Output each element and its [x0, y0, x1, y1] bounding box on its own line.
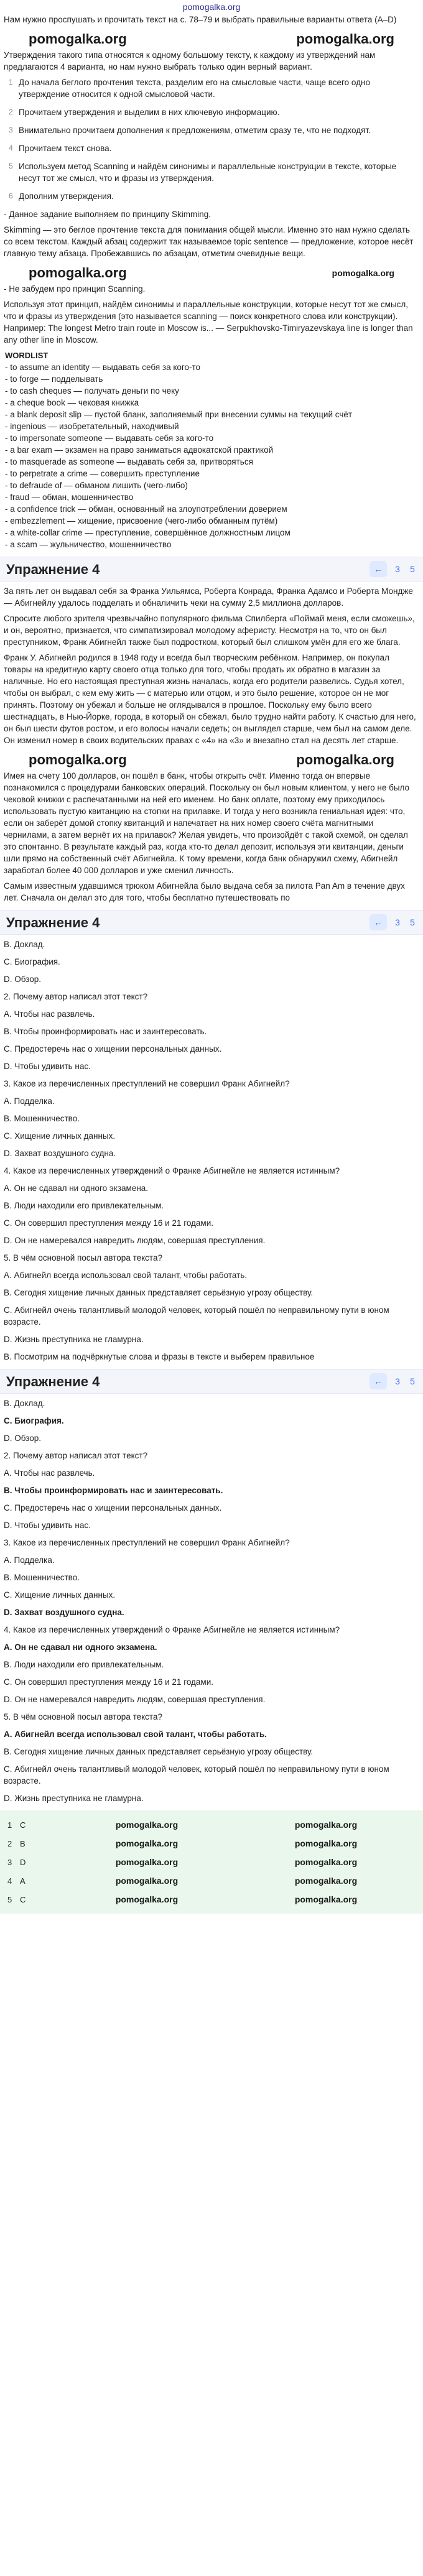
answer-number: 4: [7, 1876, 12, 1886]
wordlist-item: - a scam — жульничество, мошенничество: [5, 540, 172, 549]
wordlist-item: - to assume an identity — выдавать себя за кого-то: [5, 363, 201, 372]
watermark-row: [57, 1838, 416, 1850]
watermark-row: [4, 263, 419, 283]
answers-box: [0, 1810, 423, 1914]
answer-value: B: [20, 1838, 26, 1848]
wordlist: [4, 350, 419, 550]
wordlist-item: - a confidence trick — обман, основанный на злоупотреблении доверием: [5, 504, 287, 514]
question-line: B. Доклад.: [4, 940, 45, 949]
correct-answer-line: D. Захват воздушного судна.: [4, 1608, 124, 1617]
question-line: C. Он совершил преступления между 16 и 21 годами.: [4, 1677, 213, 1687]
watermark: pomogalka.org: [29, 31, 127, 47]
step-item: 5 Используем метод Scanning и найдём синонимы и параллельные конструкции в тексте, которые несут тот же смысл, что и фразы из утверждения.: [9, 162, 397, 183]
exercise-header: [0, 910, 423, 935]
question-line: 4. Какое из перечисленных утверждений о Франке Абигнейле не является истинным?: [4, 1625, 340, 1634]
question-line: B. Люди находили его привлекательным.: [4, 1201, 164, 1210]
answer-row: [7, 1853, 416, 1871]
question-line: D. Жизнь преступника не гламурна.: [4, 1794, 144, 1803]
question-line: А. Подделка.: [4, 1096, 55, 1106]
question-line: А. Чтобы нас развлечь.: [4, 1468, 95, 1478]
wordlist-item: - to defraude of — обманом лишить (чего-либо): [5, 481, 188, 490]
intro-paragraph-1: Нам нужно проспушать и прочитать текст на с. 78–79 и выбрать правильные варианты ответа (А–D): [4, 15, 397, 24]
scanning-line: - Не забудем про принцип Scanning.: [4, 284, 146, 294]
page-next-link[interactable]: 5: [410, 563, 415, 574]
watermark: pomogalka.org: [294, 1819, 358, 1830]
prev-arrow-icon[interactable]: ←: [370, 914, 387, 930]
wordlist-title: WORDLIST: [5, 351, 49, 360]
answer-number: 2: [7, 1838, 12, 1848]
steps-list: [4, 76, 419, 202]
answer-row: [7, 1871, 416, 1890]
question-line: 3. Какое из перечисленных преступлений не совершил Франк Абигнейл?: [4, 1538, 290, 1547]
scanning-definition: Используя этот принцип, найдём синонимы и параллельные конструкции, которые несут тот же смысл, что и фразы из утверждения (это называется scanning — поиск конкретного слова или конструкции). Например: The longest Metro train route in Moscow is... — Serpukhovsko-Timiryazevskaya line is longer than any other line in Moscow.: [4, 300, 413, 345]
wordlist-item: - to forge — подделывать: [5, 374, 103, 384]
question-line: C. Предостеречь нас о хищении персональных данных.: [4, 1503, 222, 1513]
page-prev-link[interactable]: 3: [395, 1376, 400, 1386]
watermark-row: [57, 1856, 416, 1868]
watermark: pomogalka.org: [294, 1875, 358, 1886]
skimming-definition: Skimming — это беглое прочтение текста для понимания общей мысли. Именно это нам нужно сделать со всем текстом. Каждый абзац содержит так называемое topic sentence — предложение, которое несёт главную тему абзаца. Пробежавшись по абзацам, отметим очевидные вещи.: [4, 225, 414, 258]
exercise-title: Упражнение 4: [6, 1373, 100, 1389]
questions-block-1: [4, 938, 419, 1363]
watermark: pomogalka.org: [294, 1838, 358, 1848]
pager: [370, 1373, 417, 1389]
watermark-top[interactable]: pomogalka.org: [182, 2, 241, 12]
answer-number: 5: [7, 1894, 12, 1904]
answer-row: [7, 1815, 416, 1834]
watermark: pomogalka.org: [296, 31, 394, 47]
watermark: pomogalka.org: [294, 1856, 358, 1867]
watermark: pomogalka.org: [29, 752, 127, 767]
question-line: 4. Какое из перечисленных утверждений о Франке Абигнейле не является истинным?: [4, 1166, 340, 1175]
answer-number: 3: [7, 1857, 12, 1867]
question-line: 2. Почему автор написал этот текст?: [4, 1451, 148, 1460]
page-prev-link[interactable]: 3: [395, 563, 400, 574]
wordlist-item: - ingenious — изобретательный, находчивый: [5, 422, 179, 431]
answer-value: A: [20, 1876, 26, 1886]
correct-answer-line: B. Чтобы проинформировать нас и заинтересовать.: [4, 1486, 223, 1495]
step-item: 2 Прочитаем утверждения и выделим в них ключевую информацию.: [9, 108, 280, 117]
question-line: А. Он не сдавал ни одного экзамена.: [4, 1184, 149, 1193]
skimming-line: - Данное задание выполняем по принципу Skimming.: [4, 210, 211, 219]
wordlist-item: - fraud — обман, мошенничество: [5, 493, 134, 502]
watermark: pomogalka.org: [115, 1838, 179, 1848]
question-line: А. Чтобы нас развлечь.: [4, 1009, 95, 1019]
correct-answer-line: А. Он не сдавал ни одного экзамена.: [4, 1642, 157, 1652]
exercise-title: Упражнение 4: [6, 914, 100, 930]
question-line: A. Абигнейл всегда использовал свой талант, чтобы работать.: [4, 1271, 248, 1280]
question-line: B. Сегодня хищение личных данных представляет серьёзную угрозу обществу.: [4, 1747, 314, 1756]
correct-answer-line: A. Абигнейл всегда использовал свой талант, чтобы работать.: [4, 1730, 267, 1739]
exercise-title: Упражнение 4: [6, 561, 100, 577]
text-paragraph: Имея на счету 100 долларов, он пошёл в банк, чтобы открыть счёт. Именно тогда он впервые познакомился с процедурами банковских операций. Поскольку он был новым клиентом, у него не было чековой книжки с распечатанными на ней его именем. Но банк оплате, поэтому ему приходилось использовать пустую квитанцию на стопки на прилавке. И тогда у него возникла гениальная идея: что, если он заберёт домой стопку квитанций и напечатает на них номер своего счёта магнитными чернилами, а затем вернёт их на прилавок? Желая увидеть, что произойдёт с такой схемой, он сделал это спонтанно. В результате каждый раз, когда кто-то делал депозит, используя эти квитанции, деньги шли прямо на собственный счёт Абигнейла. К тому времени, когда банк обнаружил схему, Абигнейл заработал более 40 000 долларов и уже сменил личность.: [4, 771, 410, 875]
watermark-row: [4, 29, 419, 49]
watermark: pomogalka.org: [332, 267, 394, 278]
exercise-header: [0, 557, 423, 581]
question-line: B. Сегодня хищение личных данных представляет серьёзную угрозу обществу.: [4, 1288, 314, 1297]
correct-answer-line: C. Биография.: [4, 1416, 64, 1425]
question-line: B. Мошенничество.: [4, 1114, 80, 1123]
question-line: А. Подделка.: [4, 1555, 55, 1565]
question-line: D. Чтобы удивить нас.: [4, 1521, 91, 1530]
question-line: C. Хищение личных данных.: [4, 1590, 116, 1600]
text-paragraph: Франк У. Абигнейл родился в 1948 году и всегда был творческим ребёнком. Например, он покупал товары на кредитную карту своего отца только для того, чтобы продать их обратно в магазин за наличные. Но его настоящая преступная жизнь началась, когда его родители развелись. Судья хотел, чтобы он выбрал, с кем ему жить — с матерью или отцом, и это было решение, которое он не мог принять. Поэтому он убежал и больше не оглядывался в прошлое. Поскольку ему было всего шестнадцать, в Нью-Йорке, города, в который он сбежал, было трудно найти работу. К счастью для него, он был шести футов ростом, и его волосы начали седеть; он выглядел старше, чем был на самом деле. Он изменил номер в своих водительских правах с «4» на «3» и внезапно стал на десять лет старше.: [4, 653, 416, 745]
page-next-link[interactable]: 5: [410, 1376, 415, 1386]
prev-arrow-icon[interactable]: ←: [370, 561, 387, 577]
question-line: B. Чтобы проинформировать нас и заинтересовать.: [4, 1027, 207, 1036]
wordlist-item: - a blank deposit slip — пустой бланк, заполняемый при внесении суммы на текущий счёт: [5, 410, 353, 419]
question-line: C. Биография.: [4, 957, 60, 966]
question-line: 2. Почему автор написал этот текст?: [4, 992, 148, 1001]
question-line: C. Он совершил преступления между 16 и 21 годами.: [4, 1218, 213, 1228]
answer-row: [7, 1890, 416, 1909]
question-line: 5. В чём основной посыл автора текста?: [4, 1253, 162, 1263]
question-line: D. Чтобы удивить нас.: [4, 1062, 91, 1071]
wordlist-item: - to perpetrate a crime — совершить преступление: [5, 469, 200, 478]
answer-value: C: [20, 1820, 26, 1830]
watermark-row: [57, 1894, 416, 1906]
watermark-row: [57, 1819, 416, 1831]
question-line: 3. Какое из перечисленных преступлений не совершил Франк Абигнейл?: [4, 1079, 290, 1088]
questions-block-2: [4, 1397, 419, 1804]
watermark: pomogalka.org: [296, 752, 394, 767]
watermark: pomogalka.org: [115, 1894, 179, 1904]
watermark: pomogalka.org: [29, 265, 127, 280]
question-line: B. Люди находили его привлекательным.: [4, 1660, 164, 1669]
text-paragraph: За пять лет он выдавал себя за Франка Уильямса, Роберта Конрада, Франка Адамсо и Роберта Мондже — Абигнейлу удалось подделать и обналичить чеки на сумму 2,5 миллиона долларов.: [4, 586, 413, 608]
question-line: B. Мошенничество.: [4, 1573, 80, 1582]
wordlist-item: - embezzlement — хищение, присвоение (чего-либо обманным путём): [5, 516, 278, 526]
question-line: C. Хищение личных данных.: [4, 1131, 116, 1141]
watermark: pomogalka.org: [294, 1894, 358, 1904]
answer-value: C: [20, 1894, 26, 1904]
question-line: D. Жизнь преступника не гламурна.: [4, 1335, 144, 1344]
question-line: D. Обзор.: [4, 975, 41, 984]
intro-paragraph-2: Утверждения такого типа относятся к одному большому тексту, к каждому из утверждений нам предлагаются 4 варианта, но нам нужно выбрать только один верный вариант.: [4, 50, 376, 72]
page-prev-link[interactable]: 3: [395, 917, 400, 927]
answer-value: D: [20, 1857, 26, 1867]
wordlist-item: - a bar exam — экзамен на право заниматься адвокатской практикой: [5, 445, 274, 455]
watermark: pomogalka.org: [115, 1875, 179, 1886]
text-paragraph: Самым известным удавшимся трюком Абигнейла было выдача себя за пилота Pan Am в течение двух лет. Сначала он делал это для того, чтобы бесплатно путешествовать по: [4, 881, 405, 902]
pager: [370, 914, 417, 930]
watermark: pomogalka.org: [115, 1856, 179, 1867]
question-line: D. Захват воздушного судна.: [4, 1149, 116, 1158]
wordlist-item: - to cash cheques — получать деньги по чеку: [5, 386, 179, 396]
exercise-header: [0, 1369, 423, 1394]
prev-arrow-icon[interactable]: ←: [370, 1373, 387, 1389]
step-item: 6 Дополним утверждения.: [9, 192, 114, 201]
wordlist-item: - to impersonate someone — выдавать себя за кого-то: [5, 433, 214, 443]
answer-number: 1: [7, 1820, 12, 1830]
watermark: pomogalka.org: [115, 1819, 179, 1830]
question-line: 5. В чём основной посыл автора текста?: [4, 1712, 162, 1721]
pager: [370, 561, 417, 577]
text-paragraph: Спросите любого зрителя чрезвычайно популярного фильма Спилберга «Поймай меня, если сможешь», и он, вероятно, признается, что симпатизировал молодому аферисту. Несмотря на то, что он был преступником, Франк Абигнейл также был подростком, который был слишком умён для его же блага.: [4, 614, 415, 647]
step-item: 1 До начала беглого прочтения текста, разделим его на смысловые части, чаще всего одно утверждение относится к одной смысловой части.: [9, 78, 370, 99]
step-item: 4 Прочитаем текст снова.: [9, 144, 112, 153]
wordlist-item: - to masquerade as someone — выдавать себя за, притворяться: [5, 457, 253, 466]
question-line: C. Предостеречь нас о хищении персональных данных.: [4, 1044, 222, 1054]
wordlist-item: - a white-collar crime — преступление, совершённое должностным лицом: [5, 528, 291, 537]
answer-row: [7, 1834, 416, 1853]
watermark-row: [57, 1875, 416, 1887]
question-line: B. Доклад.: [4, 1399, 45, 1408]
watermark-row: [4, 750, 419, 770]
step-item: 3 Внимательно прочитаем дополнения к предложениям, отметим сразу те, что не подходят.: [9, 126, 371, 135]
question-line: C. Абигнейл очень талантливый молодой человек, который пошёл по неправильному пути в юном возрасте.: [4, 1305, 389, 1327]
question-line: D. Обзор.: [4, 1434, 41, 1443]
wordlist-item: - a cheque book — чековая книжка: [5, 398, 139, 407]
question-line: В. Посмотрим на подчёркнутые слова и фразы в тексте и выберем правильное: [4, 1352, 315, 1361]
question-line: C. Абигнейл очень талантливый молодой человек, который пошёл по неправильному пути в юном возрасте.: [4, 1764, 389, 1786]
page-next-link[interactable]: 5: [410, 917, 415, 927]
question-line: D. Он не намеревался навредить людям, совершая преступления.: [4, 1236, 266, 1245]
question-line: D. Он не намеревался навредить людям, совершая преступления.: [4, 1695, 266, 1704]
